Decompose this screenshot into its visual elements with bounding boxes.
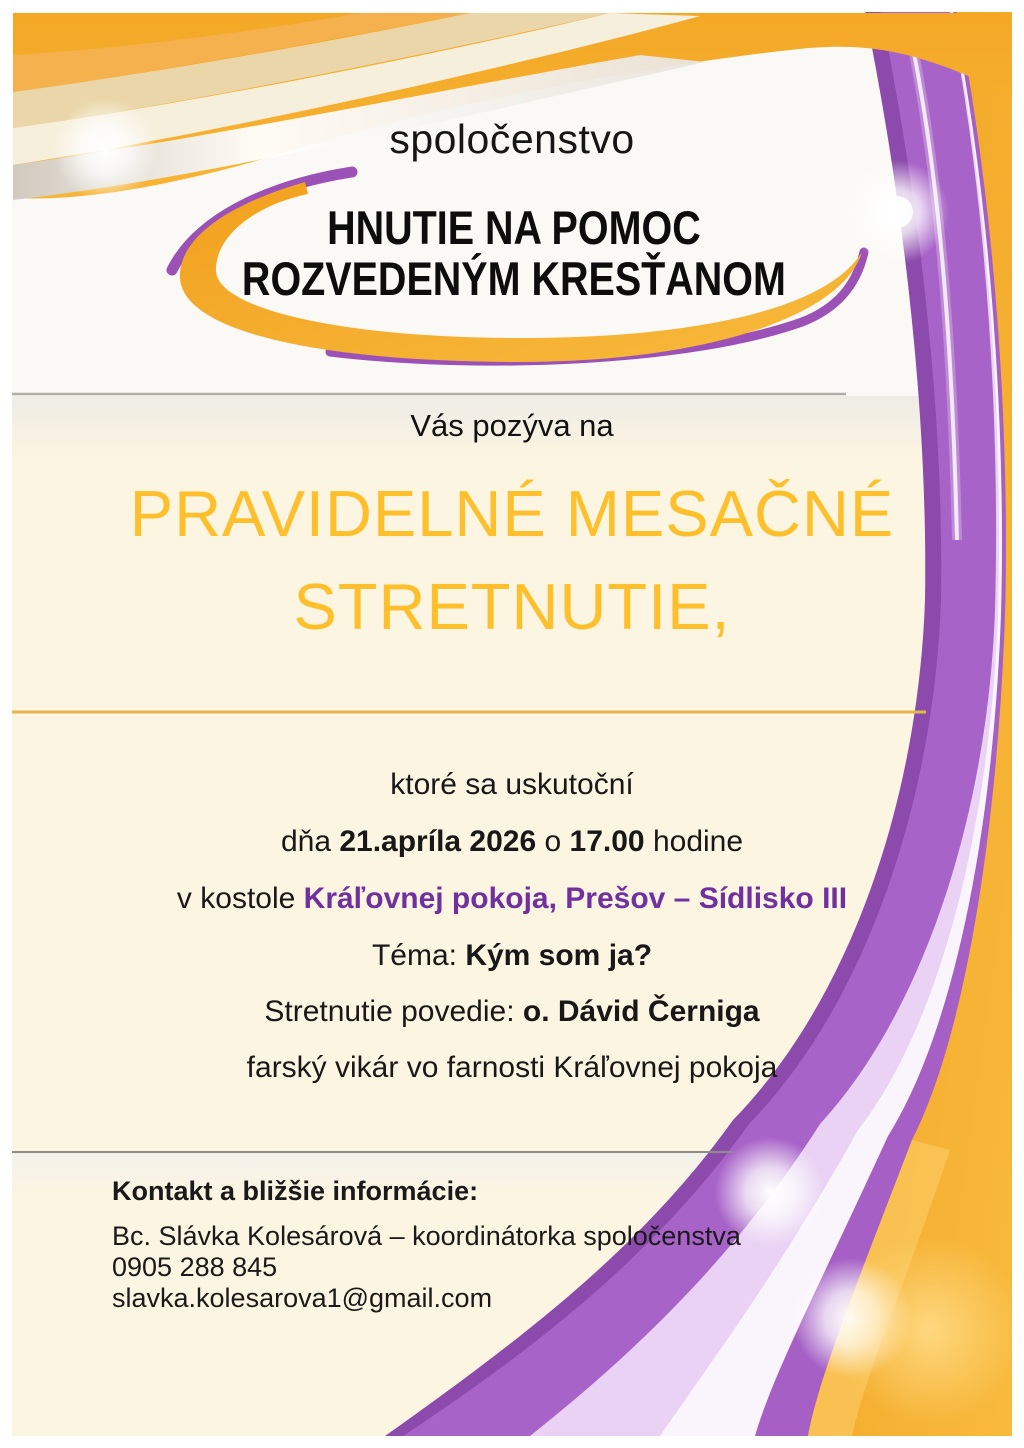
- leader-label: Stretnutie povedie:: [264, 995, 523, 1028]
- org-name-line2: ROZVEDENÝM KRESŤANOM: [241, 252, 786, 305]
- event-topic: Kým som ja?: [465, 939, 653, 972]
- event-time: 17.00: [569, 825, 645, 858]
- event-intro: ktoré sa uskutoční: [390, 768, 634, 801]
- margin-bottom: [0, 1436, 1024, 1448]
- margin-right: [1012, 0, 1024, 1448]
- org-name-line1: HNUTIE NA POMOC: [327, 201, 701, 254]
- event-title: [0, 467, 1024, 653]
- topic-label: Téma:: [371, 939, 466, 972]
- location-prefix: v kostole: [176, 882, 304, 915]
- contact-email: slavka.kolesarova1@gmail.com: [112, 1283, 493, 1313]
- event-date-line: [0, 825, 1024, 859]
- org-name: [84, 202, 944, 304]
- event-topic-line: [0, 939, 1024, 973]
- sweep-glow-gold: [835, 1235, 1024, 1425]
- community-label: spoločenstvo: [389, 116, 635, 162]
- event-location: Kráľovnej pokoja, Prešov – Sídlisko III: [303, 882, 848, 915]
- event-title-line2: STRETNUTIE,: [293, 570, 731, 643]
- contact-heading: Kontakt a bližšie informácie:: [112, 1176, 479, 1206]
- event-date: 21.apríla 2026: [339, 825, 537, 858]
- margin-left: [0, 0, 12, 1448]
- margin-top: [0, 0, 1024, 12]
- event-title-line1: PRAVIDELNÉ MESAČNÉ: [129, 477, 895, 550]
- date-suffix: hodine: [644, 825, 744, 858]
- event-leader-line: [0, 995, 1024, 1029]
- invite-line: Vás pozýva na: [410, 408, 614, 443]
- date-prefix: dňa: [280, 825, 340, 858]
- event-leader: o. Dávid Černiga: [522, 995, 760, 1028]
- event-leader-role: farský vikár vo farnosti Kráľovnej pokoja: [246, 1051, 778, 1084]
- date-mid: o: [536, 825, 570, 858]
- contact-phone: 0905 288 845: [112, 1252, 278, 1282]
- contact-person: Bc. Slávka Kolesárová – koordinátorka spoločenstva: [112, 1221, 741, 1251]
- event-location-line: [0, 882, 1024, 916]
